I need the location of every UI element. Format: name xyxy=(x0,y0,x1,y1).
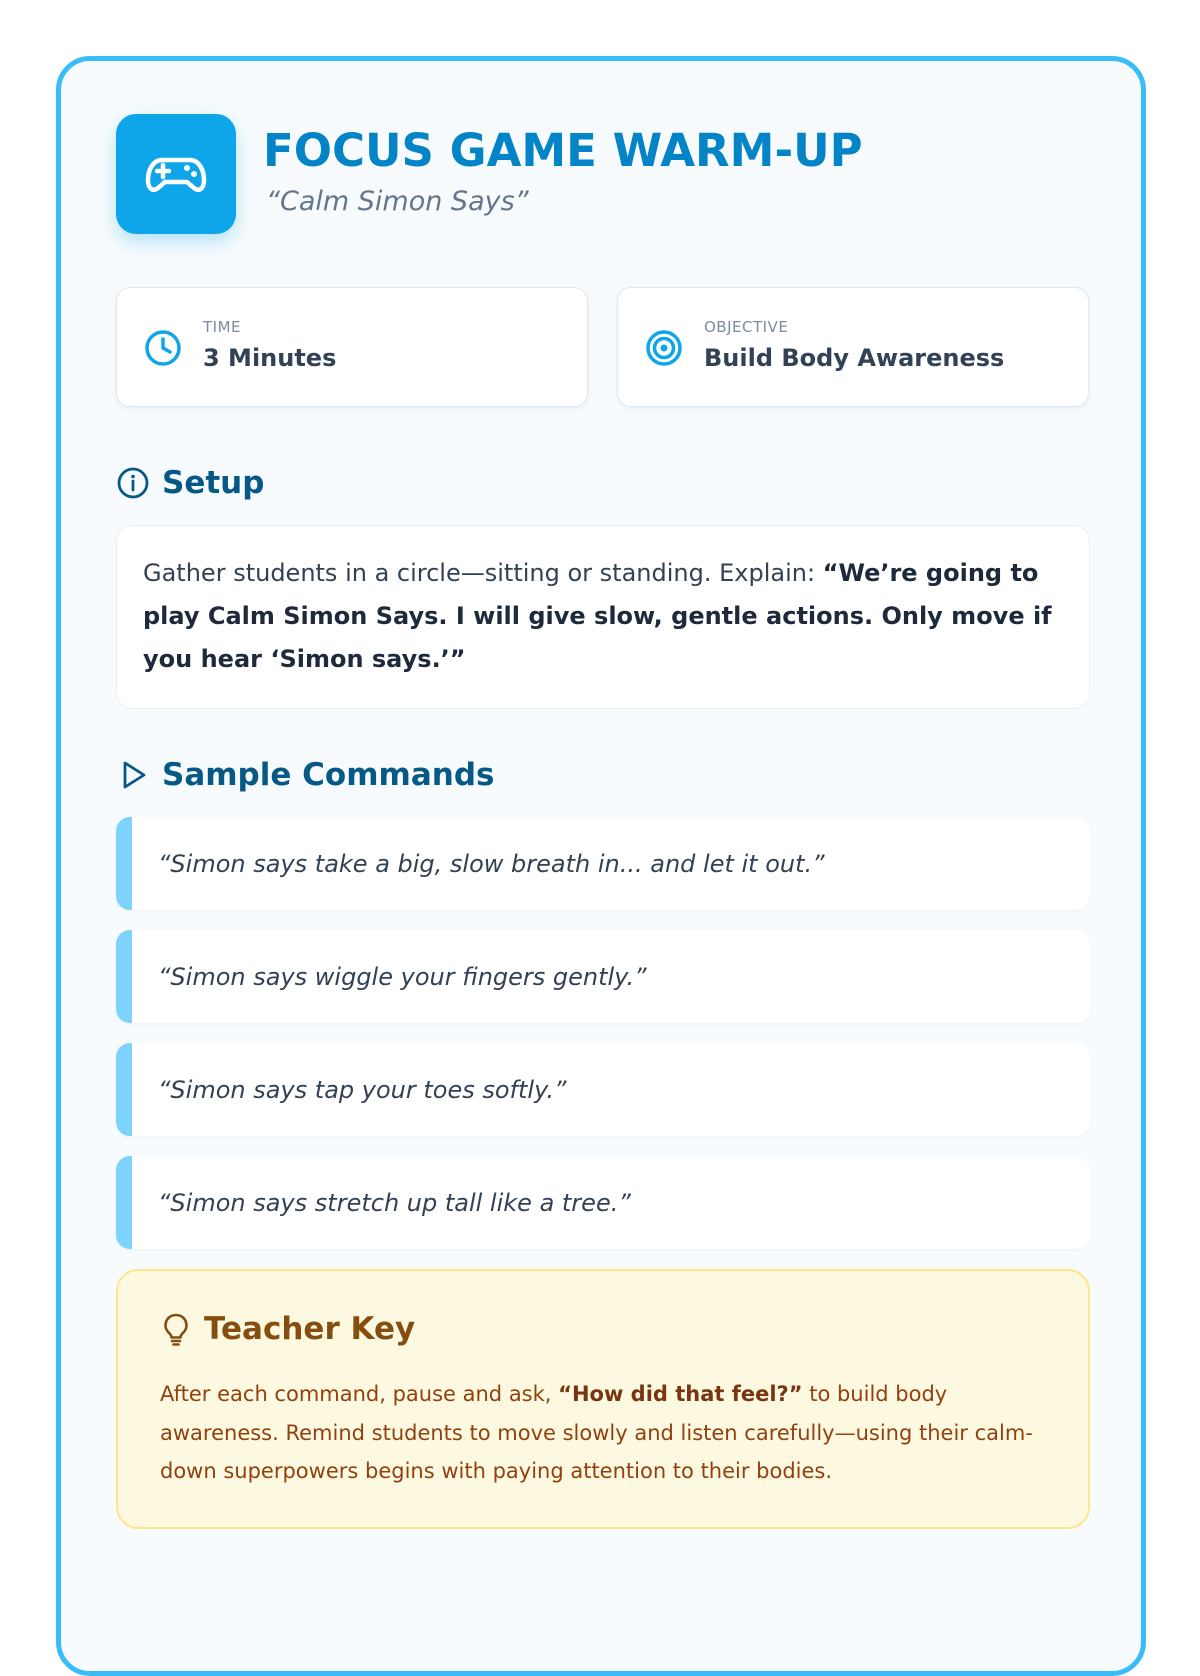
command-item: “Simon says take a big, slow breath in... and let it out.” xyxy=(116,817,1090,910)
objective-card xyxy=(617,287,1089,407)
time-label: TIME xyxy=(203,318,242,336)
warmup-card xyxy=(56,56,1146,1676)
setup-text: Gather students in a circle—sitting or standing. Explain: xyxy=(143,559,823,587)
teacher-key-text xyxy=(160,1375,1060,1491)
objective-label: OBJECTIVE xyxy=(704,318,789,336)
teacher-key-box xyxy=(116,1269,1090,1529)
target-icon xyxy=(644,328,684,368)
teacher-key-question: “How did that feel?” xyxy=(558,1382,803,1406)
info-row xyxy=(116,287,1090,409)
time-card xyxy=(116,287,588,407)
page-subtitle: “Calm Simon Says” xyxy=(266,186,529,217)
setup-quote: “We’re going to play Calm Simon Says. I will give slow, gentle actions. Only move if you hear ‘Simon says.’” xyxy=(143,559,1052,673)
play-icon xyxy=(116,758,150,792)
logo-tile xyxy=(116,114,236,234)
teacher-key-text-after: to build body awareness. Remind students to move slowly and listen carefully—using their calm-down superpowers begins with paying attention to their bodies. xyxy=(160,1382,1033,1483)
objective-value: Build Body Awareness xyxy=(704,344,1005,372)
teacher-key-heading-text: Teacher Key xyxy=(204,1311,416,1347)
setup-text-box xyxy=(116,525,1090,709)
commands-heading-text: Sample Commands xyxy=(162,757,495,793)
gamepad-icon xyxy=(144,142,208,206)
setup-heading-text: Setup xyxy=(162,465,265,501)
teacher-key-text-before: After each command, pause and ask, xyxy=(160,1382,559,1406)
time-value: 3 Minutes xyxy=(203,344,337,372)
command-item: “Simon says stretch up tall like a tree.” xyxy=(116,1156,1090,1249)
clock-icon xyxy=(143,328,183,368)
commands-heading xyxy=(116,753,1090,797)
setup-heading xyxy=(116,461,1090,505)
command-item: “Simon says tap your toes softly.” xyxy=(116,1043,1090,1136)
teacher-key-heading xyxy=(160,1311,415,1347)
command-item: “Simon says wiggle your fingers gently.” xyxy=(116,930,1090,1023)
card-content xyxy=(116,114,1090,1529)
card-header xyxy=(116,114,1090,234)
info-icon xyxy=(116,466,150,500)
page-title: FOCUS GAME WARM-UP xyxy=(263,124,863,177)
commands-list xyxy=(116,817,1090,1249)
lightbulb-icon xyxy=(160,1311,192,1347)
